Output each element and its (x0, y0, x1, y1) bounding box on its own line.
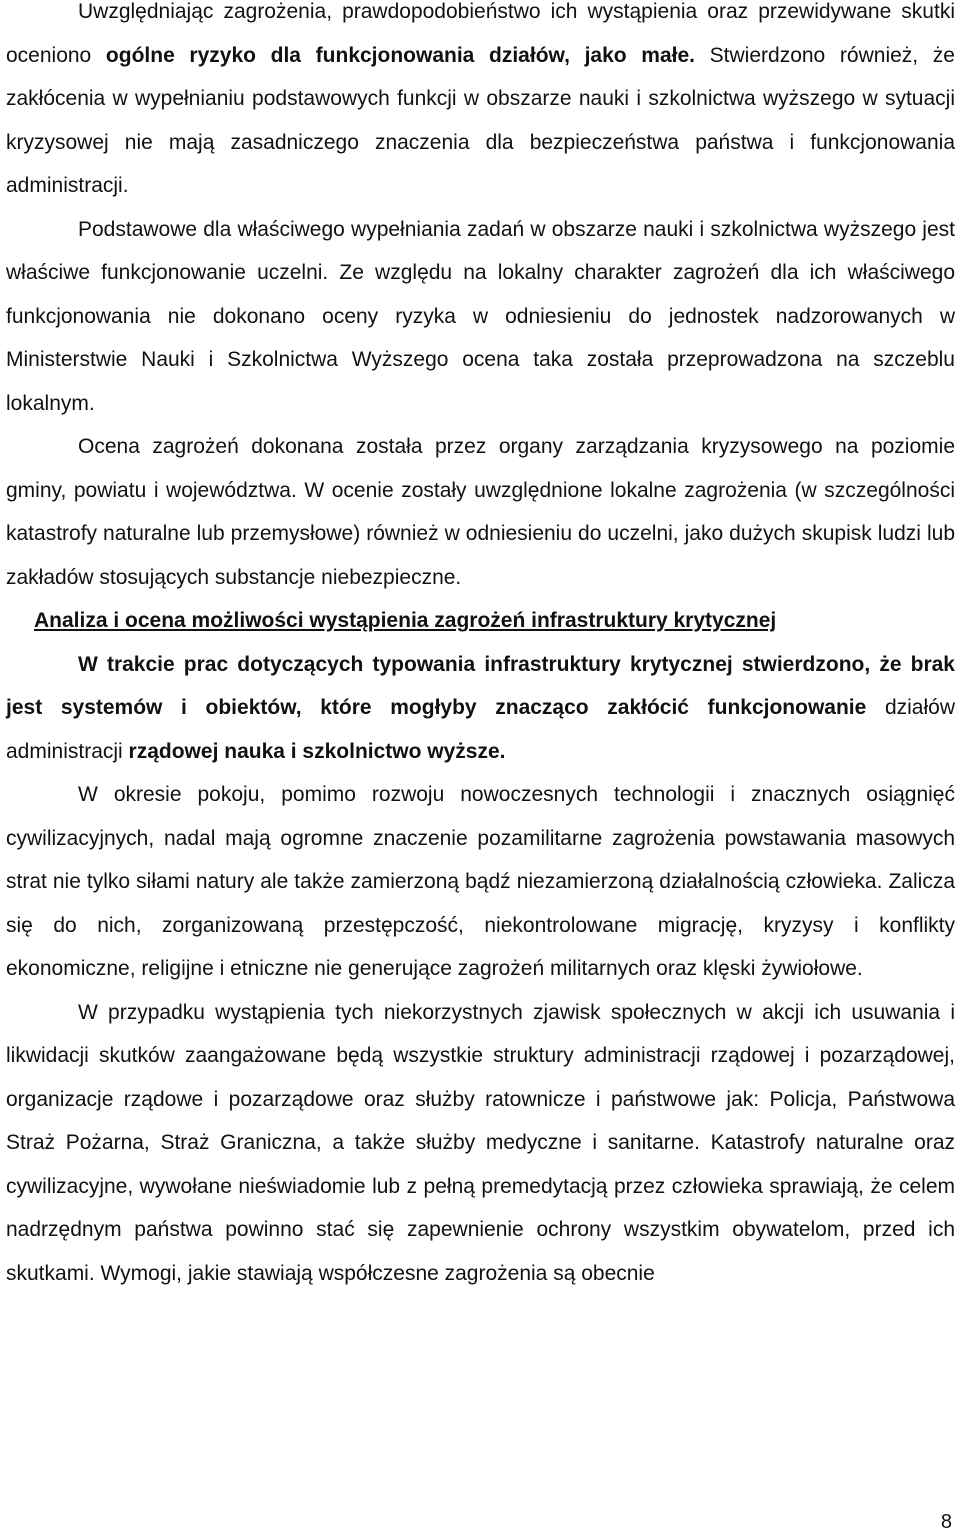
bold-finding: W trakcie prac dotyczących typowania infrastruktury krytycznej stwierdzono, że brak jest systemów i obiektów, które mogłyby znacząco zakłócić funkcjonowanie (6, 652, 955, 719)
paragraph-text: działów administracji (6, 696, 955, 763)
page-number: 8 (940, 1511, 952, 1533)
paragraph-universities: Podstawowe dla właściwego wypełniania zadań w obszarze nauki i szkolnictwa wyższego jest właściwe funkcjonowanie uczelni. Ze względu na lokalny charakter zagrożeń dla ich właściwego funkcjonowania nie dokonano oceny ryzyka w odniesieniu do jednostek nadzorowanych w Ministerstwie Nauki i Szkolnictwa Wyższego ocena taka została przeprowadzona na szczeblu lokalnym. (6, 217, 955, 415)
paragraph-crisis-management: Ocena zagrożeń dokonana została przez organy zarządzania kryzysowego na poziomie gminy, powiatu i województwa. W ocenie zostały uwzględnione lokalne zagrożenia (w szczególności katastrofy naturalne lub przemysłowe) również w odniesieniu do uczelni, jako dużych skupisk ludzi lub zakładów stosujących substancje niebezpieczne. (6, 435, 955, 589)
section-heading: Analiza i ocena możliwości wystąpienia zagrożeń infrastruktury krytycznej (34, 609, 777, 632)
paragraph-critical-infrastructure (6, 643, 955, 774)
paragraph-non-military-threats: W okresie pokoju, pomimo rozwoju nowoczesnych technologii i znacznych osiągnięć cywilizacyjnych, nadal mają ogromne znaczenie pozamilitarne zagrożenia powstawania masowych strat nie tylko siłami natury ale także zamierzoną bądź niezamierzoną działalnością człowieka. Zalicza się do nich, zorganizowaną przestępczość, niekontrolowane migrację, kryzysy i konflikty ekonomiczne, religijne i etniczne nie generujące zagrożeń militarnych oraz klęski żywiołowe. (6, 783, 955, 980)
paragraph-risk-assessment (6, 0, 955, 208)
paragraph-text: Stwierdzono również, że zakłócenia w wypełnianiu podstawowych funkcji w obszarze nauki i szkolnictwa wyższego w sytuacji kryzysowej nie mają zasadniczego znaczenia dla bezpieczeństwa państwa i funkcjonowania administracji. (6, 43, 955, 197)
bold-finding-end: rządowej nauka i szkolnictwo wyższe. (128, 739, 506, 763)
bold-conclusion: ogólne ryzyko dla funkcjonowania działów, jako małe. (105, 43, 695, 67)
document-page (6, 0, 955, 1295)
paragraph-response-structures: W przypadku wystąpienia tych niekorzystnych zjawisk społecznych w akcji ich usuwania i likwidacji skutków zaangażowane będą wszystkie struktury administracji rządowej i pozarządowej, organizacje rządowe i pozarządowe oraz służby ratownicze i państwowe jak: Policja, Państwowa Straż Pożarna, Straż Graniczna, a także służby medyczne i sanitarne. Katastrofy naturalne oraz cywilizacyjne, wywołane nieświadomie lub z pełną premedytacją przez człowieka sprawiają, że celem nadrzędnym państwa powinno stać się zapewnienie ochrony wszystkim obywatelom, przed ich skutkami. Wymogi, jakie stawiają współczesne zagrożenia są obecnie (6, 1000, 955, 1285)
paragraph-text: Uwzględniając zagrożenia, prawdopodobieństwo ich wystąpienia oraz przewidywane skutki oceniono (6, 0, 955, 67)
